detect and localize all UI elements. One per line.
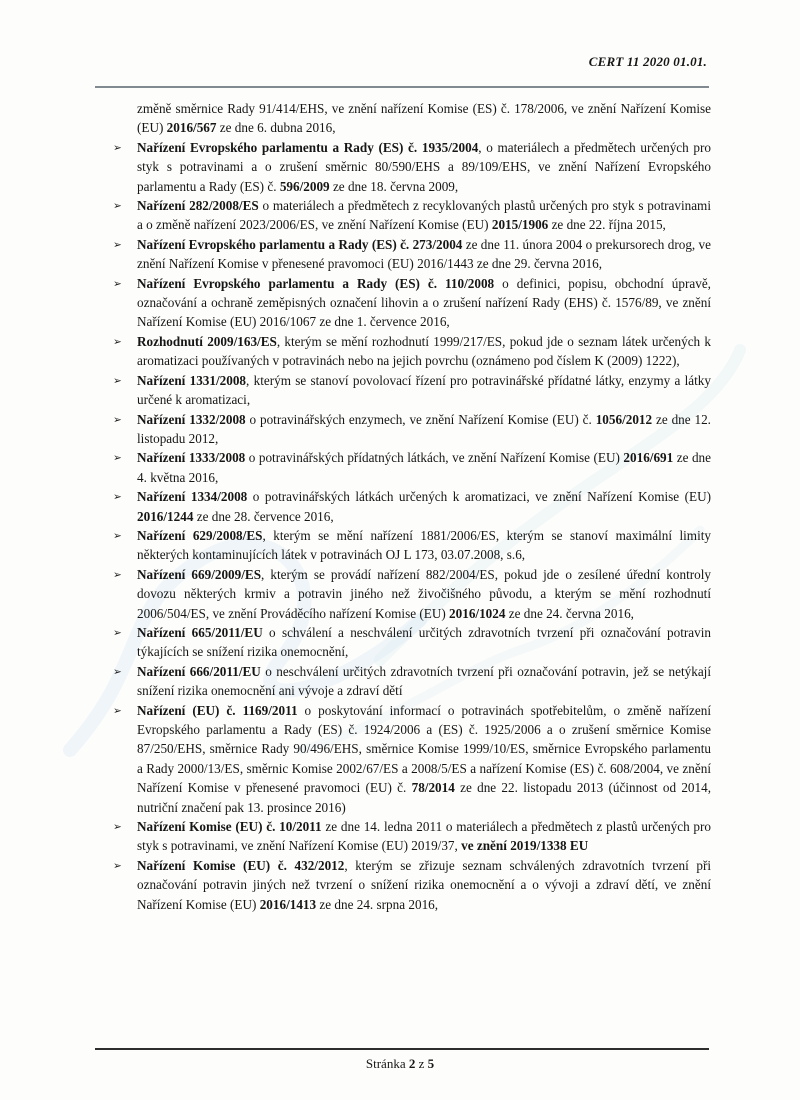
text-segment: 5 bbox=[427, 1056, 435, 1071]
text-segment: 596/2009 bbox=[279, 178, 330, 194]
regulation-text bbox=[137, 567, 711, 621]
text-segment: Nařízení 666/2011/EU bbox=[137, 663, 261, 679]
text-segment: 2016/567 bbox=[166, 120, 217, 136]
regulation-item bbox=[100, 235, 711, 274]
text-segment: Nařízení Evropského parlamentu a Rady (ES) č. 110/2008 bbox=[137, 275, 495, 291]
arrow-bullet-icon: ➢ bbox=[113, 335, 122, 348]
regulation-item bbox=[100, 138, 711, 196]
text-segment: ze dne 18. června 2009, bbox=[329, 178, 459, 194]
regulation-text bbox=[137, 528, 711, 562]
text-segment: Nařízení 1331/2008 bbox=[137, 372, 247, 388]
regulation-text bbox=[137, 198, 711, 232]
regulation-item bbox=[100, 274, 711, 332]
text-segment: Nařízení 1334/2008 bbox=[137, 489, 248, 505]
text-segment: 2016/691 bbox=[623, 450, 674, 466]
text-segment: Nařízení 1333/2008 bbox=[137, 450, 246, 466]
arrow-bullet-icon: ➢ bbox=[113, 568, 122, 581]
page-header bbox=[95, 54, 707, 70]
text-segment: 2015/1906 bbox=[491, 217, 549, 233]
regulation-text bbox=[137, 664, 711, 698]
regulation-text bbox=[137, 412, 711, 446]
regulation-text bbox=[137, 819, 711, 853]
text-segment: o neschválení určitých zdravotních tvrzení při označování potravin, jež se netýkají snížení rizika onemocnění ani vývoje a zdraví dětí bbox=[137, 663, 711, 699]
text-segment: 1056/2012 bbox=[595, 411, 653, 427]
document-body bbox=[100, 99, 711, 914]
arrow-bullet-icon: ➢ bbox=[113, 200, 122, 213]
regulation-item bbox=[100, 623, 711, 662]
text-segment: Nařízení Komise (EU) č. 10/2011 bbox=[137, 819, 322, 835]
regulation-text bbox=[137, 703, 711, 815]
regulation-text bbox=[137, 334, 711, 368]
arrow-bullet-icon: ➢ bbox=[113, 141, 122, 154]
arrow-bullet-icon: ➢ bbox=[113, 626, 122, 639]
text-segment: ve znění 2019/1338 EU bbox=[461, 838, 589, 854]
regulation-item bbox=[100, 701, 711, 817]
arrow-bullet-icon: ➢ bbox=[113, 277, 122, 290]
regulation-text bbox=[137, 237, 711, 271]
page-number bbox=[366, 1056, 434, 1071]
text-segment: z bbox=[415, 1056, 428, 1071]
text-segment: ze dne 24. června 2016, bbox=[505, 605, 634, 621]
arrow-bullet-icon: ➢ bbox=[113, 665, 122, 678]
text-segment: Nařízení 1332/2008 bbox=[137, 411, 246, 427]
regulation-item bbox=[100, 565, 711, 623]
text-segment: o potravinářských přídatných látkách, ve znění Nařízení Komise (EU) bbox=[245, 450, 624, 466]
text-segment: Nařízení Komise (EU) č. 432/2012 bbox=[137, 857, 345, 873]
text-segment: 78/2014 bbox=[411, 780, 455, 796]
text-segment: ze dne 12. listopadu 2012, bbox=[137, 411, 711, 446]
text-segment: , kterým se stanoví povolovací řízení pro potravinářské přídatné látky, enzymy a látky určené k aromatizaci, bbox=[137, 372, 711, 408]
text-segment: o materiálech a předmětech z recyklovaných plastů určených pro styk s potravinami a o změně nařízení 2023/2006/ES, ve znění Nařízení Komise (EU) bbox=[137, 198, 711, 233]
text-segment: ze dne 22. listopadu 2013 (účinnost od 2014, nutriční značení pak 13. prosince 2016) bbox=[137, 780, 711, 815]
text-segment: Nařízení 669/2009/ES bbox=[137, 566, 262, 582]
regulation-text bbox=[137, 625, 711, 659]
regulation-text bbox=[137, 858, 711, 912]
regulation-item bbox=[100, 662, 711, 701]
text-segment: 2016/1024 bbox=[449, 605, 506, 621]
regulation-item bbox=[100, 196, 711, 235]
regulation-text bbox=[137, 373, 711, 407]
text-segment: , o materiálech a předmětech určených pro styk s potravinami a o zrušení směrnic 80/590/EHS a 89/109/EHS, ve znění Nařízení Evropského parlamentu a Rady (ES) č. bbox=[137, 139, 711, 194]
header-divider bbox=[95, 86, 709, 88]
regulation-item bbox=[100, 448, 711, 487]
text-segment: o potravinářských enzymech, ve znění Nařízení Komise (EU) č. bbox=[245, 411, 596, 427]
text-segment: ze dne 6. dubna 2016, bbox=[216, 120, 336, 136]
text-segment: ze dne 24. srpna 2016, bbox=[316, 896, 439, 912]
text-segment: změně směrnice Rady 91/414/EHS, ve znění nařízení Komise (ES) č. 178/2006, ve znění Nařízení Komise (EU) bbox=[137, 101, 711, 136]
regulation-item bbox=[100, 410, 711, 449]
text-segment: Nařízení 629/2008/ES bbox=[137, 527, 263, 543]
text-segment: Nařízení Evropského parlamentu a Rady (ES) č. 273/2004 bbox=[137, 236, 463, 252]
text-segment: Nařízení (EU) č. 1169/2011 bbox=[137, 702, 298, 718]
text-segment: , kterým se zřizuje seznam schválených zdravotních tvrzení při označování potravin jiných než tvrzení o snížení rizika onemocnění a o vývoji a zdraví dětí, ve znění Nařízení Komise (EU) bbox=[137, 857, 711, 912]
regulation-list bbox=[100, 138, 711, 914]
text-segment: o definici, popisu, obchodní úpravě, označování a ochraně zeměpisných označení lihovin a o zrušení nařízení Rady (EHS) č. 1576/89, ve znění Nařízení Komise (EU) 2016/1067 ze dne 1. července 2016, bbox=[137, 275, 711, 330]
text-segment: o poskytování informací o potravinách spotřebitelům, o změně nařízení Evropského parlamentu a Rady (ES) č. 1924/2006 a (ES) č. 1925/2006 a o zrušení směrnice Komise 87/250/EHS, směrnice Rady 90/496/EHS, směrnice Komise 1999/10/ES, směrnice Evropského parlamentu a Rady 2000/13/ES, směrnic Komise 2002/67/ES a 2008/5/ES a nařízení Komise (ES) č. 608/2004, ve znění Nařízení Komise v přenesené pravomoci (EU) č. bbox=[137, 702, 711, 796]
page-footer bbox=[0, 1056, 800, 1072]
regulation-item bbox=[100, 817, 711, 856]
text-segment: ze dne 14. ledna 2011 o materiálech a předmětech z plastů určených pro styk s potravinami, ve znění Nařízení Komise (EU) 2019/37, bbox=[137, 819, 712, 854]
text-segment: o potravinářských látkách určených k aromatizaci, ve znění Nařízení Komise (EU) bbox=[247, 489, 711, 505]
arrow-bullet-icon: ➢ bbox=[113, 413, 122, 426]
footer-divider bbox=[95, 1048, 709, 1050]
arrow-bullet-icon: ➢ bbox=[113, 238, 122, 251]
document-code: CERT 11 2020 01.01. bbox=[588, 54, 707, 69]
text-segment: Nařízení 282/2008/ES bbox=[137, 198, 259, 214]
text-segment: ze dne 11. února 2004 o prekursorech drog, ve znění Nařízení Komise v přenesené pravomoci (EU) 2016/1443 ze dne 29. června 2016, bbox=[137, 236, 711, 272]
regulation-text bbox=[137, 140, 711, 194]
regulation-text bbox=[137, 276, 711, 330]
regulation-item bbox=[100, 856, 711, 914]
arrow-bullet-icon: ➢ bbox=[113, 491, 122, 504]
text-segment: o schválení a neschválení určitých zdravotních tvrzení při označování potravin týkajících se snížení rizika onemocnění, bbox=[137, 624, 711, 660]
text-segment: ze dne 22. října 2015, bbox=[548, 217, 666, 233]
text-segment: Nařízení 665/2011/EU bbox=[137, 624, 263, 640]
arrow-bullet-icon: ➢ bbox=[113, 452, 122, 465]
arrow-bullet-icon: ➢ bbox=[113, 704, 122, 717]
regulation-item bbox=[100, 526, 711, 565]
regulation-text bbox=[137, 450, 711, 484]
text-segment: ze dne 4. května 2016, bbox=[137, 450, 712, 485]
arrow-bullet-icon: ➢ bbox=[113, 374, 122, 387]
text-segment: Stránka bbox=[365, 1056, 409, 1071]
text-segment: , kterým se mění nařízení 1881/2006/ES, kterým se stanoví maximální limity některých kontaminujících látek v potravinách OJ L 173, 03.07.2008, s.6, bbox=[137, 527, 711, 563]
regulation-item bbox=[100, 371, 711, 410]
continuation-paragraph bbox=[137, 99, 711, 138]
regulation-item bbox=[100, 487, 711, 526]
text-segment: ze dne 28. července 2016, bbox=[193, 508, 334, 524]
regulation-item bbox=[100, 332, 711, 371]
arrow-bullet-icon: ➢ bbox=[113, 529, 122, 542]
arrow-bullet-icon: ➢ bbox=[113, 821, 122, 834]
arrow-bullet-icon: ➢ bbox=[113, 859, 122, 872]
regulation-text bbox=[137, 489, 711, 523]
text-segment: 2016/1413 bbox=[259, 896, 317, 912]
text-segment: 2 bbox=[408, 1056, 416, 1071]
text-segment: 2016/1244 bbox=[137, 508, 194, 524]
text-segment: Rozhodnutí 2009/163/ES bbox=[137, 333, 277, 349]
text-segment: Nařízení Evropského parlamentu a Rady (ES) č. 1935/2004 bbox=[137, 139, 479, 155]
text-segment: , kterým se mění rozhodnutí 1999/217/ES, pokud jde o seznam látek určených k aromatizaci používaných v potravinách nebo na jejich povrchu (oznámeno pod číslem K (2009) 1222), bbox=[137, 333, 712, 369]
text-segment: , kterým se provádí nařízení 882/2004/ES, pokud jde o zesílené úřední kontroly dovozu některých krmiv a potravin jiného než živočišného původu, a kterým se mění rozhodnutí 2006/504/ES, ve znění Prováděcího nařízení Komise (EU) bbox=[137, 566, 711, 621]
